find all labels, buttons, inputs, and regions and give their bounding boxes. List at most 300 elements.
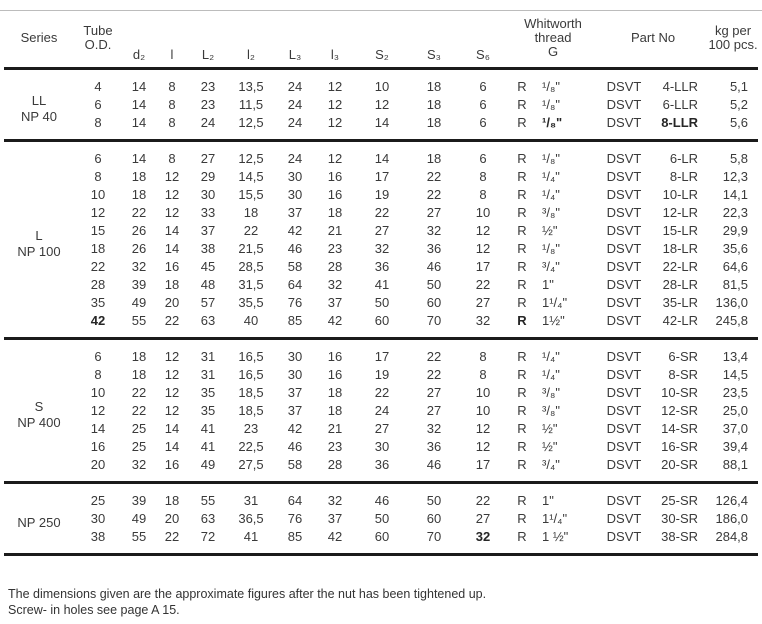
cell-S6: 12 [475, 421, 491, 436]
cell-S3: 50 [426, 493, 442, 508]
cell-d2: 49 [131, 511, 147, 526]
cell-dsvt: DSVT [606, 511, 642, 526]
cell-S2: 27 [374, 223, 390, 238]
cell-tube: 10 [90, 187, 106, 202]
cell-thread_g: 1¹/₄" [542, 295, 568, 310]
cell-S2: 36 [374, 259, 390, 274]
cell-d2: 14 [131, 115, 147, 130]
cell-kg: 39,4 [722, 439, 749, 454]
cell-dsvt: DSVT [606, 403, 642, 418]
cell-kg: 22,3 [722, 205, 749, 220]
table-row [4, 420, 758, 438]
header-S2: S₂ [354, 8, 410, 69]
cell-part: 22-LR [662, 259, 699, 274]
cell-l2: 15,5 [238, 187, 264, 202]
cell-l3: 23 [327, 439, 343, 454]
cell-tube: 20 [90, 457, 106, 472]
cell-tube: 22 [90, 259, 106, 274]
cell-S3: 22 [426, 349, 442, 364]
cell-l2: 18,5 [238, 403, 264, 418]
table-row [4, 312, 758, 339]
cell-l3: 16 [327, 169, 343, 184]
cell-l3: 12 [327, 79, 343, 94]
header-tube-od [74, 8, 122, 69]
cell-d2: 55 [131, 529, 147, 544]
cell-kg: 13,4 [722, 349, 749, 364]
cell-S3: 18 [426, 97, 442, 112]
cell-dsvt: DSVT [606, 115, 642, 130]
cell-l2: 18,5 [238, 385, 264, 400]
cell-dsvt: DSVT [606, 493, 642, 508]
cell-l: 12 [164, 205, 180, 220]
cell-kg: 5,8 [729, 151, 749, 166]
cell-L2: 35 [200, 403, 216, 418]
cell-L2: 63 [200, 313, 216, 328]
cell-d2: 25 [131, 421, 147, 436]
cell-kg: 35,6 [722, 241, 749, 256]
cell-S6: 12 [475, 439, 491, 454]
cell-tube: 8 [94, 367, 102, 382]
cell-S6: 8 [479, 367, 487, 382]
table-row [4, 294, 758, 312]
cell-S6: 8 [479, 349, 487, 364]
cell-thread_g: 1" [542, 277, 554, 292]
cell-thread_r: R [517, 313, 527, 328]
cell-dsvt: DSVT [606, 205, 642, 220]
dimensions-table [4, 8, 758, 556]
table-row [4, 222, 758, 240]
cell-tube: 4 [94, 79, 102, 94]
cell-dsvt: DSVT [606, 151, 642, 166]
cell-d2: 18 [131, 169, 147, 184]
cell-thread_g: ¹/₈" [542, 97, 560, 112]
series-label [4, 69, 74, 141]
cell-thread_r: R [517, 439, 527, 454]
cell-kg: 284,8 [715, 529, 749, 544]
header-l2: l₂ [228, 8, 274, 69]
cell-thread_r: R [517, 205, 527, 220]
cell-L2: 41 [200, 439, 216, 454]
cell-kg: 37,0 [722, 421, 749, 436]
cell-part: 10-SR [661, 385, 699, 400]
cell-S6: 10 [475, 403, 491, 418]
cell-thread_g: ½" [542, 421, 558, 436]
cell-d2: 14 [131, 151, 147, 166]
cell-thread_r: R [517, 151, 527, 166]
cell-S2: 46 [374, 493, 390, 508]
cell-L2: 45 [200, 259, 216, 274]
footer-notes [8, 586, 754, 618]
series-label [4, 339, 74, 483]
cell-S6: 22 [475, 493, 491, 508]
series-label-line: NP 40 [21, 108, 57, 124]
cell-l: 18 [164, 493, 180, 508]
cell-thread_r: R [517, 277, 527, 292]
header-l3: l₃ [316, 8, 354, 69]
header-kg-line1: kg per [714, 22, 752, 38]
table-row [4, 456, 758, 483]
cell-thread_r: R [517, 403, 527, 418]
cell-l2: 22 [243, 223, 259, 238]
cell-tube: 6 [94, 349, 102, 364]
cell-l: 8 [168, 97, 176, 112]
cell-L3: 30 [287, 187, 303, 202]
cell-L3: 24 [287, 79, 303, 94]
cell-d2: 39 [131, 493, 147, 508]
cell-part: 6-LR [669, 151, 699, 166]
cell-d2: 14 [131, 79, 147, 94]
cell-kg: 14,1 [722, 187, 749, 202]
cell-part: 30-SR [661, 511, 699, 526]
cell-tube: 28 [90, 277, 106, 292]
cell-S6: 17 [475, 457, 491, 472]
cell-S2: 19 [374, 367, 390, 382]
cell-thread_r: R [517, 529, 527, 544]
series-group-S [4, 339, 758, 483]
header-thread-line1: Whitworth [524, 15, 582, 31]
cell-S2: 17 [374, 169, 390, 184]
cell-l3: 18 [327, 403, 343, 418]
cell-dsvt: DSVT [606, 367, 642, 382]
cell-S6: 10 [475, 205, 491, 220]
cell-l: 12 [164, 403, 180, 418]
cell-L2: 41 [200, 421, 216, 436]
cell-L3: 64 [287, 277, 303, 292]
cell-part: 8-SR [668, 367, 699, 382]
cell-part: 12-LR [662, 205, 699, 220]
table-row [4, 510, 758, 528]
cell-tube: 12 [90, 205, 106, 220]
cell-L3: 42 [287, 223, 303, 238]
cell-l: 16 [164, 457, 180, 472]
cell-kg: 81,5 [722, 277, 749, 292]
cell-dsvt: DSVT [606, 259, 642, 274]
cell-l: 14 [164, 241, 180, 256]
cell-S2: 17 [374, 349, 390, 364]
cell-L3: 76 [287, 511, 303, 526]
cell-dsvt: DSVT [606, 349, 642, 364]
header-thread-line2: thread [534, 29, 572, 45]
cell-S2: 50 [374, 295, 390, 310]
cell-L3: 58 [287, 457, 303, 472]
cell-S3: 70 [426, 529, 442, 544]
series-group-L [4, 141, 758, 339]
cell-thread_r: R [517, 349, 527, 364]
cell-S2: 60 [374, 529, 390, 544]
cell-d2: 26 [131, 223, 147, 238]
cell-S6: 27 [475, 511, 491, 526]
cell-thread_g: ½" [542, 223, 558, 238]
table-row [4, 483, 758, 511]
cell-L3: 46 [287, 439, 303, 454]
cell-tube: 14 [90, 421, 106, 436]
cell-tube: 12 [90, 403, 106, 418]
cell-S3: 60 [426, 511, 442, 526]
cell-l: 14 [164, 223, 180, 238]
cell-thread_g: 1" [542, 493, 554, 508]
cell-thread_r: R [517, 115, 527, 130]
table-row [4, 258, 758, 276]
header-d2: d₂ [122, 8, 156, 69]
cell-l2: 27,5 [238, 457, 264, 472]
cell-S2: 22 [374, 385, 390, 400]
cell-l3: 28 [327, 457, 343, 472]
cell-d2: 18 [131, 349, 147, 364]
cell-S3: 18 [426, 151, 442, 166]
cell-d2: 26 [131, 241, 147, 256]
cell-l: 12 [164, 385, 180, 400]
cell-L3: 85 [287, 313, 303, 328]
cell-S2: 36 [374, 457, 390, 472]
cell-l2: 40 [243, 313, 259, 328]
cell-thread_g: ¹/₄" [542, 169, 560, 184]
cell-thread_r: R [517, 511, 527, 526]
cell-thread_g: ¹/₄" [542, 187, 560, 202]
table-row [4, 96, 758, 114]
cell-l2: 11,5 [238, 97, 264, 112]
cell-tube: 8 [94, 115, 102, 130]
cell-dsvt: DSVT [606, 529, 642, 544]
cell-S3: 22 [426, 367, 442, 382]
cell-thread_r: R [517, 457, 527, 472]
header-tube-line2: O.D. [84, 36, 112, 52]
cell-dsvt: DSVT [606, 457, 642, 472]
cell-l: 22 [164, 529, 180, 544]
cell-l3: 16 [327, 349, 343, 364]
table-row [4, 114, 758, 141]
cell-thread_g: ¹/₈" [542, 115, 563, 130]
cell-thread_g: ³/₈" [542, 403, 560, 418]
cell-dsvt: DSVT [606, 169, 642, 184]
cell-d2: 22 [131, 385, 147, 400]
cell-S2: 22 [374, 205, 390, 220]
cell-tube: 16 [90, 439, 106, 454]
cell-part: 38-SR [661, 529, 699, 544]
cell-tube: 25 [90, 493, 106, 508]
cell-l3: 21 [327, 421, 343, 436]
cell-L2: 31 [200, 367, 216, 382]
page-top-rule [0, 10, 762, 11]
cell-S3: 46 [426, 259, 442, 274]
cell-S2: 24 [374, 403, 390, 418]
cell-d2: 55 [131, 313, 147, 328]
cell-l2: 16,5 [238, 349, 264, 364]
cell-S3: 36 [426, 439, 442, 454]
header-L2: L₂ [188, 8, 228, 69]
cell-l2: 35,5 [238, 295, 264, 310]
cell-thread_g: ³/₈" [542, 385, 560, 400]
cell-S3: 32 [426, 223, 442, 238]
cell-L3: 30 [287, 367, 303, 382]
header-thread-line3: G [547, 43, 559, 59]
cell-tube: 30 [90, 511, 106, 526]
cell-part: 12-SR [661, 403, 699, 418]
cell-thread_g: 1¹/₄" [542, 511, 568, 526]
series-label [4, 483, 74, 555]
cell-kg: 126,4 [715, 493, 749, 508]
cell-tube: 38 [90, 529, 106, 544]
cell-kg: 12,3 [722, 169, 749, 184]
cell-thread_g: ³/₄" [542, 259, 560, 274]
cell-L3: 24 [287, 97, 303, 112]
cell-L3: 46 [287, 241, 303, 256]
cell-part: 35-LR [662, 295, 699, 310]
cell-dsvt: DSVT [606, 439, 642, 454]
cell-thread_r: R [517, 79, 527, 94]
cell-L2: 55 [200, 493, 216, 508]
cell-S3: 18 [426, 115, 442, 130]
cell-L3: 37 [287, 385, 303, 400]
cell-thread_r: R [517, 259, 527, 274]
cell-kg: 136,0 [715, 295, 749, 310]
cell-S6: 8 [479, 187, 487, 202]
cell-part: 10-LR [662, 187, 699, 202]
cell-L2: 57 [200, 295, 216, 310]
cell-dsvt: DSVT [606, 79, 642, 94]
cell-S6: 10 [475, 385, 491, 400]
cell-L2: 29 [200, 169, 216, 184]
cell-part: 8-LLR [661, 115, 699, 130]
cell-tube: 15 [90, 223, 106, 238]
cell-l2: 13,5 [238, 79, 264, 94]
header-kg-line2: 100 pcs. [708, 36, 758, 52]
table-header [4, 8, 758, 69]
cell-S3: 27 [426, 403, 442, 418]
cell-l: 16 [164, 259, 180, 274]
cell-l2: 22,5 [238, 439, 264, 454]
cell-l3: 37 [327, 295, 343, 310]
cell-dsvt: DSVT [606, 241, 642, 256]
cell-l3: 12 [327, 115, 343, 130]
cell-l: 18 [164, 277, 180, 292]
cell-l3: 16 [327, 367, 343, 382]
cell-L3: 64 [287, 493, 303, 508]
cell-S6: 6 [479, 79, 487, 94]
cell-S2: 19 [374, 187, 390, 202]
header-part-no: Part No [598, 8, 708, 69]
cell-l3: 12 [327, 97, 343, 112]
cell-l3: 28 [327, 259, 343, 274]
cell-tube: 18 [90, 241, 106, 256]
cell-l: 8 [168, 115, 176, 130]
cell-l3: 42 [327, 313, 343, 328]
cell-dsvt: DSVT [606, 385, 642, 400]
cell-L2: 38 [200, 241, 216, 256]
series-label-line: LL [31, 92, 47, 108]
cell-S6: 32 [475, 529, 491, 544]
cell-L2: 72 [200, 529, 216, 544]
cell-S3: 27 [426, 205, 442, 220]
cell-l2: 28,5 [238, 259, 264, 274]
cell-part: 20-SR [661, 457, 699, 472]
cell-S6: 12 [475, 223, 491, 238]
cell-L2: 63 [200, 511, 216, 526]
cell-S2: 50 [374, 511, 390, 526]
cell-S3: 22 [426, 169, 442, 184]
cell-part: 6-LLR [662, 97, 699, 112]
table-row [4, 528, 758, 555]
cell-dsvt: DSVT [606, 277, 642, 292]
cell-L3: 24 [287, 151, 303, 166]
table-row [4, 438, 758, 456]
cell-dsvt: DSVT [606, 295, 642, 310]
footer-note-screw-in: Screw- in holes see page A 15. [8, 603, 180, 617]
cell-d2: 18 [131, 367, 147, 382]
cell-d2: 32 [131, 457, 147, 472]
header-L3: L₃ [274, 8, 316, 69]
cell-thread_r: R [517, 169, 527, 184]
cell-S6: 12 [475, 241, 491, 256]
cell-l2: 23 [243, 421, 259, 436]
cell-tube: 8 [94, 169, 102, 184]
cell-S2: 30 [374, 439, 390, 454]
cell-S6: 6 [479, 97, 487, 112]
cell-part: 25-SR [661, 493, 699, 508]
series-group-LL [4, 69, 758, 141]
table-row [4, 69, 758, 97]
cell-kg: 245,8 [715, 313, 749, 328]
cell-part: 6-SR [668, 349, 699, 364]
cell-thread_r: R [517, 187, 527, 202]
cell-l3: 37 [327, 511, 343, 526]
header-kg-per-100 [708, 8, 758, 69]
cell-l2: 31 [243, 493, 259, 508]
cell-dsvt: DSVT [606, 223, 642, 238]
cell-kg: 186,0 [715, 511, 749, 526]
series-label [4, 141, 74, 339]
cell-thread_g: 1½" [542, 313, 565, 328]
cell-S2: 10 [374, 79, 390, 94]
cell-tube: 42 [90, 313, 106, 328]
cell-l3: 18 [327, 385, 343, 400]
cell-thread_r: R [517, 241, 527, 256]
series-label-line: L [35, 227, 43, 243]
cell-l3: 21 [327, 223, 343, 238]
cell-thread_g: ½" [542, 439, 558, 454]
cell-S6: 22 [475, 277, 491, 292]
cell-l3: 32 [327, 493, 343, 508]
cell-l: 8 [168, 79, 176, 94]
cell-kg: 29,9 [722, 223, 749, 238]
table-row [4, 402, 758, 420]
cell-kg: 14,5 [722, 367, 749, 382]
cell-S2: 14 [374, 115, 390, 130]
series-label-line: NP 100 [17, 243, 61, 259]
cell-L2: 49 [200, 457, 216, 472]
cell-L3: 42 [287, 421, 303, 436]
cell-thread_r: R [517, 493, 527, 508]
cell-dsvt: DSVT [606, 97, 642, 112]
cell-part: 15-LR [662, 223, 699, 238]
cell-part: 18-LR [662, 241, 699, 256]
cell-part: 28-LR [662, 277, 699, 292]
cell-thread_g: ³/₈" [542, 205, 560, 220]
cell-S2: 60 [374, 313, 390, 328]
cell-l: 12 [164, 169, 180, 184]
cell-kg: 23,5 [722, 385, 749, 400]
cell-S6: 6 [479, 115, 487, 130]
cell-S3: 32 [426, 421, 442, 436]
cell-l3: 42 [327, 529, 343, 544]
header-S3: S₃ [410, 8, 458, 69]
cell-S2: 14 [374, 151, 390, 166]
cell-dsvt: DSVT [606, 187, 642, 202]
cell-L2: 24 [200, 115, 216, 130]
cell-L3: 37 [287, 205, 303, 220]
footer-note-dimensions: The dimensions given are the approximate figures after the nut has been tightened up. [8, 587, 487, 601]
cell-S3: 60 [426, 295, 442, 310]
cell-tube: 10 [90, 385, 106, 400]
